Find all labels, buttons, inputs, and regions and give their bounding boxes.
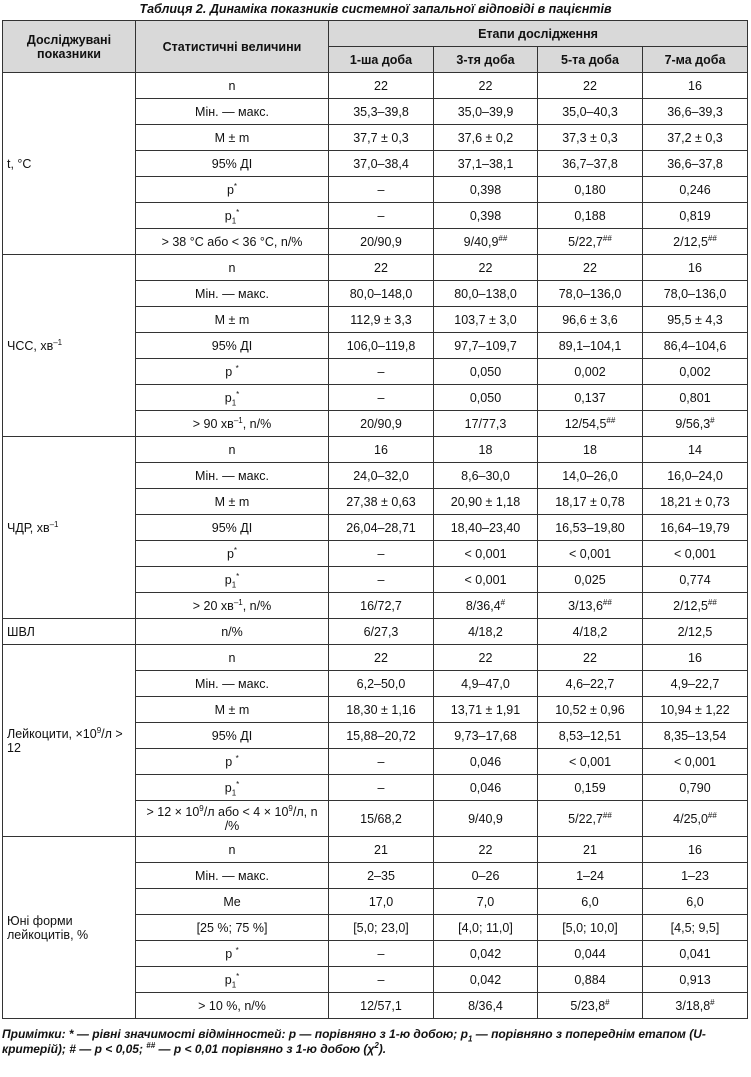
value-cell: 2–35	[329, 863, 434, 889]
value-cell: 0,042	[434, 941, 538, 967]
indicator-cell: Лейкоцити, $\times 10^9/л > 12$	[3, 645, 136, 837]
value-cell: –	[329, 749, 434, 775]
value-cell: 0,050	[434, 359, 538, 385]
value-cell: 10,94 ± 1,22	[643, 697, 748, 723]
value-cell: 18,17 ± 0,78	[538, 489, 643, 515]
stat-cell: Me	[136, 889, 329, 915]
results-table	[2, 20, 748, 1019]
value-cell: 12/54,5##	[538, 411, 643, 437]
value-cell: 21	[329, 837, 434, 863]
value-cell: 0,180	[538, 177, 643, 203]
value-cell: 26,04–28,71	[329, 515, 434, 541]
value-cell: 3/13,6##	[538, 593, 643, 619]
value-cell: 2/12,5	[643, 619, 748, 645]
col-indicator-header: Досліджувані показники	[3, 21, 136, 73]
value-cell: –	[329, 177, 434, 203]
table-caption: Таблиця 2. Динаміка показників системної запальної відповіді в пацієнтів	[139, 2, 612, 16]
stat-cell: n	[136, 645, 329, 671]
value-cell: 14	[643, 437, 748, 463]
value-cell: 6,2–50,0	[329, 671, 434, 697]
value-cell: 2/12,5##	[643, 229, 748, 255]
value-cell: 20/90,9	[329, 411, 434, 437]
value-cell: 22	[538, 255, 643, 281]
value-cell: 0,884	[538, 967, 643, 993]
value-cell: 112,9 ± 3,3	[329, 307, 434, 333]
value-cell: 0,025	[538, 567, 643, 593]
value-cell: 97,7–109,7	[434, 333, 538, 359]
table-row	[3, 837, 748, 863]
stat-cell: M ± m	[136, 307, 329, 333]
stat-cell: $p_1^*$	[136, 385, 329, 411]
value-cell: 15/68,2	[329, 801, 434, 837]
stages-header: Етапи дослідження	[329, 21, 748, 47]
stat-cell: n/%	[136, 619, 329, 645]
value-cell: 37,1–38,1	[434, 151, 538, 177]
value-cell: [4,5; 9,5]	[643, 915, 748, 941]
value-cell: 20,90 ± 1,18	[434, 489, 538, 515]
value-cell: 103,7 ± 3,0	[434, 307, 538, 333]
stat-cell: [25 %; 75 %]	[136, 915, 329, 941]
value-cell: 37,6 ± 0,2	[434, 125, 538, 151]
value-cell: 22	[434, 255, 538, 281]
stat-cell: > 90 $хв^{-1}$, n/%	[136, 411, 329, 437]
value-cell: 35,0–39,9	[434, 99, 538, 125]
value-cell: 6,0	[538, 889, 643, 915]
stat-cell: $p_1^*$	[136, 967, 329, 993]
value-cell: 37,0–38,4	[329, 151, 434, 177]
stat-cell: n	[136, 437, 329, 463]
value-cell: 2/12,5##	[643, 593, 748, 619]
indicator-cell: ЧСС, $хв^{-1}$	[3, 255, 136, 437]
value-cell: 6,0	[643, 889, 748, 915]
value-cell: 16,0–24,0	[643, 463, 748, 489]
value-cell: –	[329, 359, 434, 385]
value-cell: –	[329, 385, 434, 411]
value-cell: 10,52 ± 0,96	[538, 697, 643, 723]
value-cell: 16,53–19,80	[538, 515, 643, 541]
stat-cell: Мін. — макс.	[136, 99, 329, 125]
value-cell: 7,0	[434, 889, 538, 915]
value-cell: 22	[329, 73, 434, 99]
value-cell: 0,819	[643, 203, 748, 229]
value-cell: 95,5 ± 4,3	[643, 307, 748, 333]
value-cell: 0,050	[434, 385, 538, 411]
value-cell: 78,0–136,0	[538, 281, 643, 307]
value-cell: 27,38 ± 0,63	[329, 489, 434, 515]
value-cell: 12/57,1	[329, 993, 434, 1019]
value-cell: 1–23	[643, 863, 748, 889]
stat-cell: Мін. — макс.	[136, 863, 329, 889]
value-cell: 0,801	[643, 385, 748, 411]
stat-cell: p *	[136, 749, 329, 775]
value-cell: 0,774	[643, 567, 748, 593]
value-cell: 4/18,2	[538, 619, 643, 645]
value-cell: 24,0–32,0	[329, 463, 434, 489]
table-body	[3, 73, 748, 1019]
value-cell: < 0,001	[538, 541, 643, 567]
stage-header: 3-тя доба	[434, 47, 538, 73]
table-notes: Примітки: * — рівні значимості відмінностей: p — порівняно з 1-ю добою; $p_1$ — порівняно з попереднім етапом (U-критерій); # — p < 0,05; ## — p < 0,01 порівняно з 1-ю добою $(\chi^2)$.	[2, 1027, 706, 1056]
value-cell: 18	[538, 437, 643, 463]
value-cell: 22	[538, 73, 643, 99]
value-cell: 18,40–23,40	[434, 515, 538, 541]
value-cell: 21	[538, 837, 643, 863]
stat-cell: Мін. — макс.	[136, 463, 329, 489]
value-cell: 20/90,9	[329, 229, 434, 255]
value-cell: 0,790	[643, 775, 748, 801]
table-row	[3, 255, 748, 281]
value-cell: 36,6–39,3	[643, 99, 748, 125]
value-cell: –	[329, 541, 434, 567]
value-cell: 0,137	[538, 385, 643, 411]
value-cell: [5,0; 23,0]	[329, 915, 434, 941]
value-cell: 22	[329, 255, 434, 281]
value-cell: –	[329, 941, 434, 967]
stat-cell: Мін. — макс.	[136, 671, 329, 697]
indicator-cell: ЧДР, $хв^{-1}$	[3, 437, 136, 619]
value-cell: < 0,001	[434, 567, 538, 593]
value-cell: 0,913	[643, 967, 748, 993]
value-cell: 36,6–37,8	[643, 151, 748, 177]
value-cell: –	[329, 567, 434, 593]
stat-cell: n	[136, 73, 329, 99]
value-cell: < 0,001	[643, 749, 748, 775]
value-cell: 1–24	[538, 863, 643, 889]
value-cell: 0,041	[643, 941, 748, 967]
value-cell: 89,1–104,1	[538, 333, 643, 359]
value-cell: 14,0–26,0	[538, 463, 643, 489]
stage-header: 7-ма доба	[643, 47, 748, 73]
value-cell: 0,002	[538, 359, 643, 385]
value-cell: 8,35–13,54	[643, 723, 748, 749]
value-cell: 18,30 ± 1,16	[329, 697, 434, 723]
value-cell: 0,398	[434, 177, 538, 203]
stat-cell: 95% ДІ	[136, 333, 329, 359]
value-cell: 8,6–30,0	[434, 463, 538, 489]
value-cell: 106,0–119,8	[329, 333, 434, 359]
stat-cell: 95% ДІ	[136, 723, 329, 749]
value-cell: 0,046	[434, 775, 538, 801]
value-cell: –	[329, 775, 434, 801]
value-cell: 16,64–19,79	[643, 515, 748, 541]
value-cell: 4,9–47,0	[434, 671, 538, 697]
value-cell: 0,044	[538, 941, 643, 967]
value-cell: 22	[434, 645, 538, 671]
value-cell: 16	[643, 837, 748, 863]
stat-cell: M ± m	[136, 697, 329, 723]
value-cell: 37,3 ± 0,3	[538, 125, 643, 151]
value-cell: 36,7–37,8	[538, 151, 643, 177]
value-cell: 0,398	[434, 203, 538, 229]
table-row	[3, 437, 748, 463]
table-row	[3, 645, 748, 671]
stat-cell: p *	[136, 941, 329, 967]
value-cell: 96,6 ± 3,6	[538, 307, 643, 333]
value-cell: 4,9–22,7	[643, 671, 748, 697]
stat-cell: $p_1^*$	[136, 775, 329, 801]
value-cell: [5,0; 10,0]	[538, 915, 643, 941]
stat-cell: 95% ДІ	[136, 515, 329, 541]
value-cell: 86,4–104,6	[643, 333, 748, 359]
table-row	[3, 619, 748, 645]
value-cell: 15,88–20,72	[329, 723, 434, 749]
value-cell: 37,7 ± 0,3	[329, 125, 434, 151]
stat-cell: $p_1^*$	[136, 203, 329, 229]
stat-cell: > 38 °C або < 36 °C, n/%	[136, 229, 329, 255]
stat-cell: Мін. — макс.	[136, 281, 329, 307]
value-cell: < 0,001	[538, 749, 643, 775]
value-cell: 8,53–12,51	[538, 723, 643, 749]
value-cell: 6/27,3	[329, 619, 434, 645]
value-cell: 16	[329, 437, 434, 463]
value-cell: 0,042	[434, 967, 538, 993]
value-cell: 22	[434, 73, 538, 99]
table-row	[3, 73, 748, 99]
stat-cell: p *	[136, 359, 329, 385]
value-cell: 78,0–136,0	[643, 281, 748, 307]
stat-cell: > 20 $хв^{-1}$, n/%	[136, 593, 329, 619]
stage-header: 5-та доба	[538, 47, 643, 73]
value-cell: 8/36,4#	[434, 593, 538, 619]
value-cell: 16/72,7	[329, 593, 434, 619]
indicator-cell: t, °C	[3, 73, 136, 255]
value-cell: 4/18,2	[434, 619, 538, 645]
value-cell: 16	[643, 255, 748, 281]
value-cell: [4,0; 11,0]	[434, 915, 538, 941]
value-cell: < 0,001	[643, 541, 748, 567]
value-cell: 0,046	[434, 749, 538, 775]
value-cell: 8/36,4	[434, 993, 538, 1019]
stat-cell: n	[136, 837, 329, 863]
stat-cell: $p_1^*$	[136, 567, 329, 593]
value-cell: 3/18,8#	[643, 993, 748, 1019]
stat-cell: > 10 %, n/%	[136, 993, 329, 1019]
stage-header: 1-ша доба	[329, 47, 434, 73]
value-cell: –	[329, 967, 434, 993]
stat-cell: 95% ДІ	[136, 151, 329, 177]
value-cell: 4,6–22,7	[538, 671, 643, 697]
value-cell: 9,73–17,68	[434, 723, 538, 749]
value-cell: 35,3–39,8	[329, 99, 434, 125]
value-cell: 5/22,7##	[538, 229, 643, 255]
stat-cell: n	[136, 255, 329, 281]
value-cell: 0,159	[538, 775, 643, 801]
value-cell: 22	[329, 645, 434, 671]
value-cell: 5/22,7##	[538, 801, 643, 837]
value-cell: 22	[538, 645, 643, 671]
value-cell: 0,246	[643, 177, 748, 203]
indicator-cell: Юні форми лейкоцитів, %	[3, 837, 136, 1019]
value-cell: 80,0–138,0	[434, 281, 538, 307]
stat-cell: p*	[136, 541, 329, 567]
value-cell: 9/56,3#	[643, 411, 748, 437]
value-cell: 0,188	[538, 203, 643, 229]
value-cell: 37,2 ± 0,3	[643, 125, 748, 151]
value-cell: 80,0–148,0	[329, 281, 434, 307]
value-cell: 4/25,0##	[643, 801, 748, 837]
header-row	[3, 21, 748, 47]
value-cell: 17/77,3	[434, 411, 538, 437]
value-cell: 17,0	[329, 889, 434, 915]
value-cell: –	[329, 203, 434, 229]
value-cell: 13,71 ± 1,91	[434, 697, 538, 723]
indicator-cell: ШВЛ	[3, 619, 136, 645]
value-cell: 16	[643, 73, 748, 99]
value-cell: < 0,001	[434, 541, 538, 567]
value-cell: 0–26	[434, 863, 538, 889]
value-cell: 16	[643, 645, 748, 671]
stat-cell: M ± m	[136, 489, 329, 515]
col-stat-header: Статистичні величини	[136, 21, 329, 73]
value-cell: 9/40,9##	[434, 229, 538, 255]
value-cell: 18,21 ± 0,73	[643, 489, 748, 515]
stat-cell: p*	[136, 177, 329, 203]
value-cell: 5/23,8#	[538, 993, 643, 1019]
value-cell: 0,002	[643, 359, 748, 385]
value-cell: 18	[434, 437, 538, 463]
value-cell: 9/40,9	[434, 801, 538, 837]
stat-cell: M ± m	[136, 125, 329, 151]
value-cell: 22	[434, 837, 538, 863]
value-cell: 35,0–40,3	[538, 99, 643, 125]
stat-cell: > $12 \times 10^9/л$ або < $4 \times 10^9/л$, n /%	[136, 801, 329, 837]
